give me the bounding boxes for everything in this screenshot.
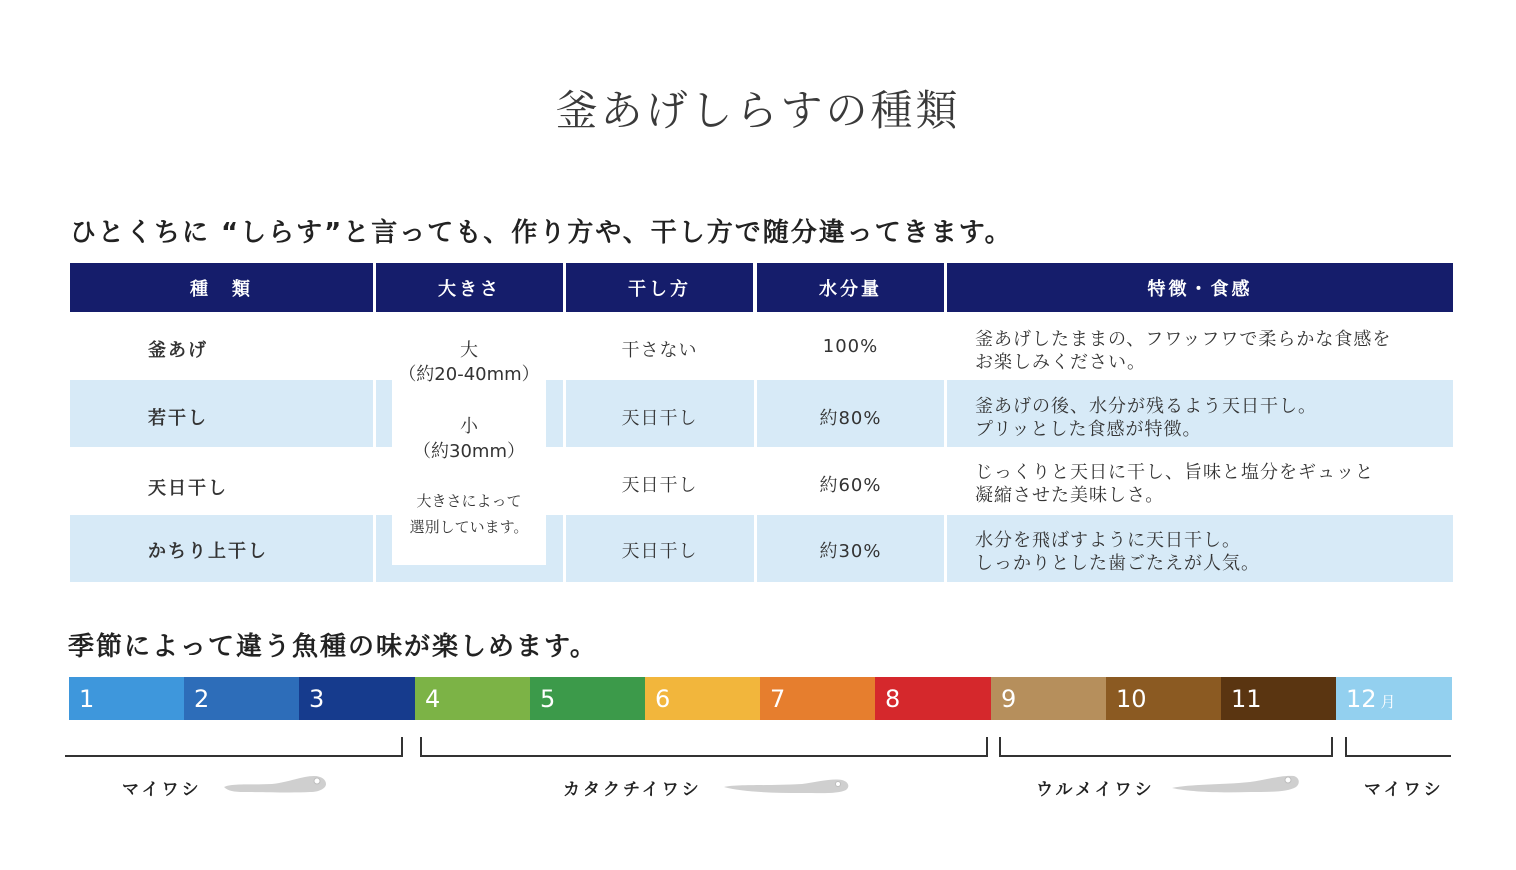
drying-method: 天日干し — [621, 475, 698, 496]
fish-name: ウルメイワシ — [1036, 780, 1155, 800]
feature-text: 凝縮させた美味しさ。 — [975, 485, 1165, 506]
type-name: 天日干し — [148, 478, 228, 499]
type-name: 釜あげ — [148, 340, 208, 361]
size-note: 選別しています。 — [409, 518, 529, 536]
header-moisture: 水分量 — [757, 263, 944, 312]
type-name: かちり上干し — [148, 541, 268, 562]
moisture-value: 100% — [822, 336, 879, 357]
month-10: 10 — [1106, 677, 1221, 720]
moisture-value: 約60% — [819, 475, 882, 496]
month-6: 6 — [645, 677, 760, 720]
season-bracket — [65, 737, 403, 757]
size-small: 小 — [460, 416, 478, 437]
feature-text: プリッとした食感が特徴。 — [975, 419, 1202, 440]
feature-text: じっくりと天日に干し、旨味と塩分をギュッと — [975, 462, 1374, 483]
type-name: 若干し — [148, 408, 208, 429]
drying-method: 干さない — [621, 340, 698, 361]
drying-method: 天日干し — [621, 408, 698, 429]
anchovy-icon — [722, 774, 852, 798]
month-3: 3 — [299, 677, 415, 720]
feature-text: 水分を飛ばすように天日干し。 — [975, 530, 1241, 551]
month-2: 2 — [184, 677, 299, 720]
season-bracket — [999, 737, 1333, 757]
size-small-range: （約30mm） — [413, 441, 525, 462]
header-drying: 干し方 — [566, 263, 753, 312]
month-1: 1 — [69, 677, 184, 720]
header-feature: 特徴・食感 — [947, 263, 1453, 312]
fish-name: カタクチイワシ — [563, 780, 702, 800]
fish-name: マイワシ — [1364, 780, 1444, 800]
sardine-icon — [222, 772, 328, 798]
size-large: 大 — [460, 340, 478, 361]
feature-text: 釜あげの後、水分が残るよう天日干し。 — [975, 396, 1317, 417]
feature-text: お楽しみください。 — [975, 352, 1146, 373]
moisture-value: 約30% — [819, 541, 882, 562]
moisture-value: 約80% — [819, 408, 882, 429]
header-type: 種 類 — [70, 263, 373, 312]
month-7: 7 — [760, 677, 875, 720]
table-heading: ひとくちに “しらす”と言っても、作り方や、干し方で随分違ってきます。 — [70, 218, 1013, 248]
column-divider — [944, 312, 947, 582]
feature-text: しっかりとした歯ごたえが人気。 — [975, 553, 1260, 574]
drying-method: 天日干し — [621, 541, 698, 562]
month-8: 8 — [875, 677, 991, 720]
feature-text: 釜あげしたままの、フワッフワで柔らかな食感を — [975, 329, 1392, 350]
month-9: 9 — [991, 677, 1106, 720]
season-bracket — [420, 737, 988, 757]
season-heading: 季節によって違う魚種の味が楽しめます。 — [68, 632, 598, 662]
season-bracket — [1345, 737, 1451, 757]
size-large-range: （約20-40mm） — [398, 364, 540, 385]
header-size: 大きさ — [376, 263, 563, 312]
month-11: 11 — [1221, 677, 1336, 720]
month-unit: 月 — [1380, 693, 1396, 711]
fish-name: マイワシ — [122, 780, 202, 800]
size-note: 大きさによって — [416, 492, 522, 510]
round-herring-icon — [1170, 772, 1302, 798]
month-5: 5 — [530, 677, 645, 720]
month-12: 12 月 — [1336, 677, 1452, 720]
month-4: 4 — [415, 677, 530, 720]
column-divider — [373, 312, 376, 582]
page-title: 釜あげしらすの種類 — [555, 86, 961, 135]
